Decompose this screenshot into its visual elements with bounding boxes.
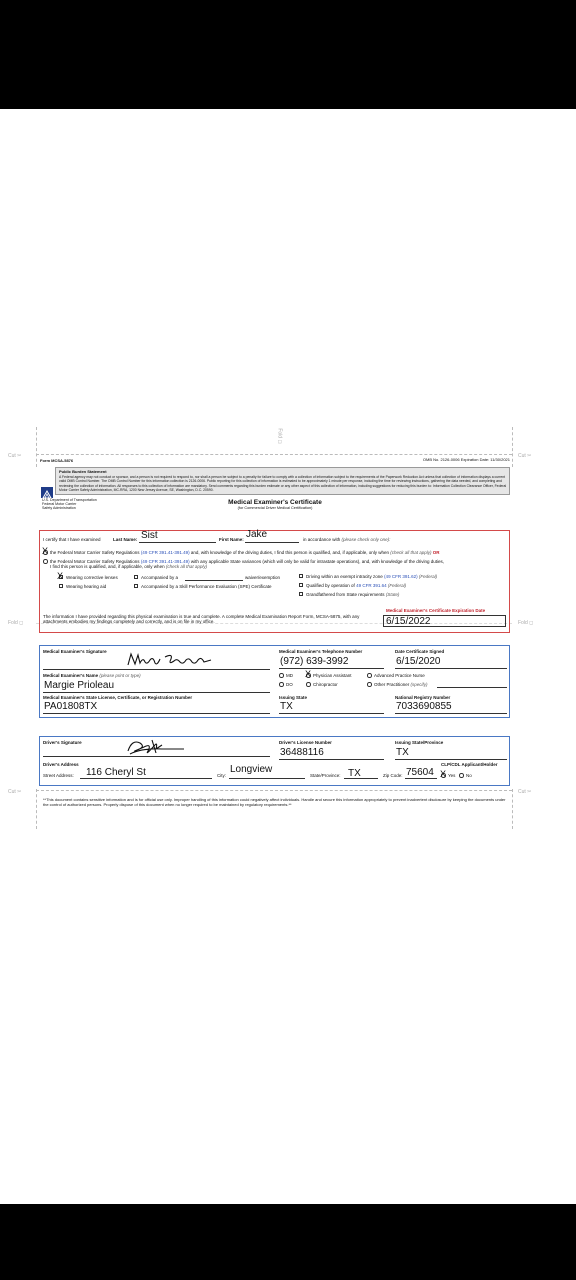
option-state-radio[interactable]	[43, 559, 48, 564]
cut-mark: Cut ✂	[518, 789, 532, 795]
check-all-note: (check all that apply)	[390, 550, 432, 555]
md-radio[interactable]	[279, 673, 284, 678]
intracity-text	[306, 574, 437, 579]
clp-cdl-label: CLP/CDL Applicant/Holder	[441, 762, 498, 767]
no-label: No	[466, 773, 472, 778]
cut-mark: Cut ✂	[8, 789, 22, 795]
apn-radio[interactable]	[367, 673, 372, 678]
agency-line: Federal Motor Carrier	[42, 502, 77, 507]
first-name-field[interactable]: Jake	[246, 529, 268, 540]
last-name-underline	[139, 542, 216, 543]
other-practitioner-underline	[437, 687, 507, 688]
or-label: OR	[432, 550, 440, 555]
phone-field[interactable]: (972) 639-3992	[280, 656, 349, 667]
option-text: with any applicable State variances (which will only be valid for intrastate operations), and, with knowledge of the driving duties,	[190, 559, 444, 564]
first-name-label: First Name:	[219, 537, 244, 542]
expiration-label: Medical Examiner's Certificate Expiration Date	[386, 608, 486, 613]
other-practitioner-text	[374, 682, 428, 687]
state-province-field[interactable]: TX	[348, 768, 361, 779]
license-label: Medical Examiner's State License, Certificate, or Registration Number	[43, 695, 193, 700]
grandfathered-checkbox[interactable]	[299, 592, 303, 596]
cfr-link[interactable]: (49 CFR 391.41-391.49)	[140, 559, 190, 564]
phone-label: Medical Examiner's Telephone Number	[279, 649, 363, 654]
do-radio[interactable]	[279, 682, 284, 687]
checked-mark-icon: X	[42, 546, 49, 556]
other-practitioner-label: Other Practitioner	[374, 682, 410, 687]
fold-label: Fold	[8, 620, 18, 626]
last-name-field[interactable]: Sist	[141, 530, 158, 541]
accordance-text	[303, 537, 390, 542]
cut-mark: Cut ✂	[8, 453, 22, 459]
last-name-label: Last Name:	[113, 537, 138, 542]
issuing-state-label: Issuing State	[279, 695, 308, 700]
fold-mark: Fold ◻	[276, 428, 283, 444]
issuing-state-field[interactable]: TX	[280, 701, 293, 712]
cfr-link[interactable]: 49 CFR 391.64	[356, 583, 387, 588]
accordance-label: in accordance with	[303, 537, 341, 542]
license-field[interactable]: PA01808TX	[44, 701, 98, 712]
driver-signature-image	[122, 736, 188, 763]
qualified-text	[306, 583, 406, 588]
driver-address-label: Driver's Address	[43, 762, 79, 767]
checked-mark-icon: X	[305, 669, 312, 679]
form-title	[175, 499, 375, 510]
grandfathered-text	[306, 592, 399, 597]
zip-underline	[405, 778, 437, 779]
examiner-signature-label: Medical Examiner's Signature	[43, 649, 107, 654]
city-underline	[229, 778, 305, 779]
option-text: and, with knowledge of the driving duties, I find this person is qualified, and, if applicable, only when	[190, 550, 389, 555]
cfr-link[interactable]: (49 CFR 391.41-391.49)	[140, 550, 190, 555]
zip-field[interactable]: 75604	[406, 767, 434, 778]
first-name-underline	[245, 542, 299, 543]
intracity-checkbox[interactable]	[299, 574, 303, 578]
document-page	[0, 109, 576, 1204]
date-signed-label: Date Certificate Signed	[395, 649, 445, 654]
checked-mark-icon: X	[57, 571, 64, 581]
chiropractor-label: Chiropractor	[313, 682, 338, 687]
option-text: I find this person is qualified, and, if applicable, only when	[50, 564, 165, 570]
cut-mark: Cut ✂	[518, 453, 532, 459]
option-text: the Federal Motor Carrier Safety Regulations	[50, 559, 140, 564]
driver-license-field[interactable]: 36488116	[280, 747, 324, 758]
examiner-signature-image	[125, 651, 215, 674]
apn-label: Advanced Practice Nurse	[374, 673, 425, 678]
federal-note: (Federal)	[387, 583, 407, 588]
certificate-subtitle: (for Commercial Driver Medical Certification)	[237, 506, 313, 510]
cut-guide	[36, 789, 37, 829]
cut-line-bottom	[36, 790, 512, 791]
check-one-note: (please check only one):	[341, 537, 391, 542]
examiner-name-label-row	[43, 673, 141, 678]
yes-label: Yes	[448, 773, 456, 778]
other-practitioner-radio[interactable]	[367, 682, 372, 687]
dot-logo-icon	[41, 487, 53, 498]
driver-license-label: Driver's License Number	[279, 740, 332, 745]
date-signed-underline	[395, 668, 507, 669]
hearing-aid-label: Wearing hearing aid	[66, 584, 107, 589]
hearing-aid-checkbox[interactable]	[59, 584, 63, 588]
option-state-text	[50, 559, 510, 570]
accompanied-label: Accompanied by a	[141, 575, 179, 580]
do-label: DO	[286, 682, 293, 687]
form-number: Form MCSA-5876	[40, 458, 74, 463]
checked-mark-icon: X	[440, 769, 447, 779]
fold-mark: Fold ◻	[8, 620, 24, 626]
cut-label: Cut	[518, 453, 526, 459]
driver-state-underline	[395, 759, 507, 760]
issuing-state-underline	[279, 713, 384, 714]
examiner-name-underline	[43, 692, 270, 693]
driver-signature-label: Driver's Signature	[43, 740, 82, 745]
cfr-link[interactable]: (49 CFR 391.62)	[384, 574, 418, 579]
cut-label: Cut	[8, 453, 16, 459]
option-text: the Federal Motor Carrier Safety Regulations	[50, 550, 140, 555]
check-all-note: (check all that apply)	[165, 564, 208, 570]
accompanied-waiver-checkbox[interactable]	[134, 575, 138, 579]
condition-text: Qualified by operation of	[306, 583, 355, 588]
license-underline	[43, 713, 270, 714]
spe-label: Accompanied by a Skill Performance Evaluation (SPE) Certificate	[141, 584, 272, 589]
street-underline	[80, 778, 212, 779]
specify-note: (specify)	[410, 682, 428, 687]
cut-guide	[36, 427, 37, 467]
state-note: (State)	[385, 592, 400, 597]
registry-label: National Registry Number	[395, 695, 451, 700]
agency-line: Safety Administration	[42, 506, 76, 511]
sensitive-info-notice: **This document contains sensitive information and is for official use only. Improper handling of this information could negatively affect individuals. Handle and secure this information appropriately to prevent inadvertent disclosure by keeping the documents under the control of authorized persons. Properly dispose of this document when no longer required to be maintained by regulatory requirements.**	[43, 797, 506, 808]
driver-license-underline	[279, 759, 384, 760]
burden-title: Public Burden Statement	[59, 469, 107, 474]
cut-label: Cut	[8, 789, 16, 795]
state-province-label: State/Province:	[310, 773, 341, 778]
cut-line-top	[36, 454, 512, 455]
chiropractor-radio[interactable]	[306, 682, 311, 687]
agency-line: U.S. Department of Transportation	[42, 498, 97, 502]
condition-text: Driving within an exempt intracity zone	[306, 574, 383, 579]
clp-no-radio[interactable]	[459, 773, 464, 778]
expiration-date-value: 6/15/2022	[386, 616, 431, 627]
waiver-underline	[185, 580, 243, 581]
street-field[interactable]: 116 Cheryl St	[86, 767, 146, 778]
condition-text: Grandfathered from State requirements	[306, 592, 385, 597]
city-field[interactable]: Longview	[230, 764, 273, 775]
print-note: (please print or type)	[99, 673, 141, 678]
burden-statement-box	[55, 467, 510, 495]
waiver-label: waiver/exemption	[245, 575, 281, 580]
certificate-title: Medical Examiner's Certificate	[228, 499, 322, 506]
fold-label: Fold	[518, 620, 528, 626]
option-federal-text	[50, 550, 440, 555]
registry-field[interactable]: 7033690855	[396, 701, 452, 712]
fold-label: Fold	[276, 428, 283, 439]
certification-statement: The information I have provided regarding this physical examination is true and complete. A complete Medical Examination Report Form, MCSA-5875, with any attachments embodies my findings completely and correctly, and is on file in my office.	[43, 614, 360, 625]
fold-mark: Fold ◻	[518, 620, 534, 626]
cut-guide	[512, 427, 513, 467]
federal-note: (Federal)	[418, 574, 438, 579]
expiration-date-field[interactable]	[383, 615, 506, 627]
agency-name	[42, 498, 102, 510]
registry-underline	[395, 713, 507, 714]
zip-label: Zip Code:	[383, 773, 403, 778]
examiner-name-field[interactable]: Margie Prioleau	[44, 680, 115, 691]
cut-label: Cut	[518, 789, 526, 795]
cut-guide	[512, 789, 513, 829]
phone-underline	[279, 668, 384, 669]
driver-state-label: Issuing State/Province	[395, 740, 444, 745]
md-label: MD	[286, 673, 293, 678]
spe-checkbox[interactable]	[134, 584, 138, 588]
burden-text: A Federal agency may not conduct or sponsor, and a person is not required to respond to, nor shall a person be subject to a penalty for failure to comply with a collection of information subject to the requirements of the Paperwork Reduction Act unless that collection of information displays a current valid OMB Control Number. The OMB Control Number for this information collection is 2126-0006. Public reporting for this collection of information is estimated to be approximately 1 minute per response, including the time for reviewing instructions, gathering the data needed, and completing and reviewing the collection of information. All responses to this collection of information are mandatory. Send comments regarding this burden estimate or any other aspect of this collection of information, including suggestions for reducing this burden to: Information Collection Clearance Officer, Federal Motor Carrier Safety Administration, MC-RRA, 1200 New Jersey Avenue, SE, Washington, D.C. 20590.	[59, 475, 507, 492]
examiner-name-label: Medical Examiner's Name	[43, 673, 99, 678]
physician-assistant-label: Physician Assistant	[313, 673, 352, 678]
street-label: Street Address:	[43, 773, 74, 778]
date-signed-field[interactable]: 6/15/2020	[396, 656, 441, 667]
certify-intro: I certify that I have examined	[43, 537, 101, 542]
city-label: City:	[217, 773, 226, 778]
driver-state-field[interactable]: TX	[396, 747, 409, 758]
omb-number: OMB No. 2126-0006 Expiration Date: 11/30/2021	[422, 457, 510, 462]
qualified-by-operation-checkbox[interactable]	[299, 583, 303, 587]
lenses-label: Wearing corrective lenses	[66, 575, 118, 580]
